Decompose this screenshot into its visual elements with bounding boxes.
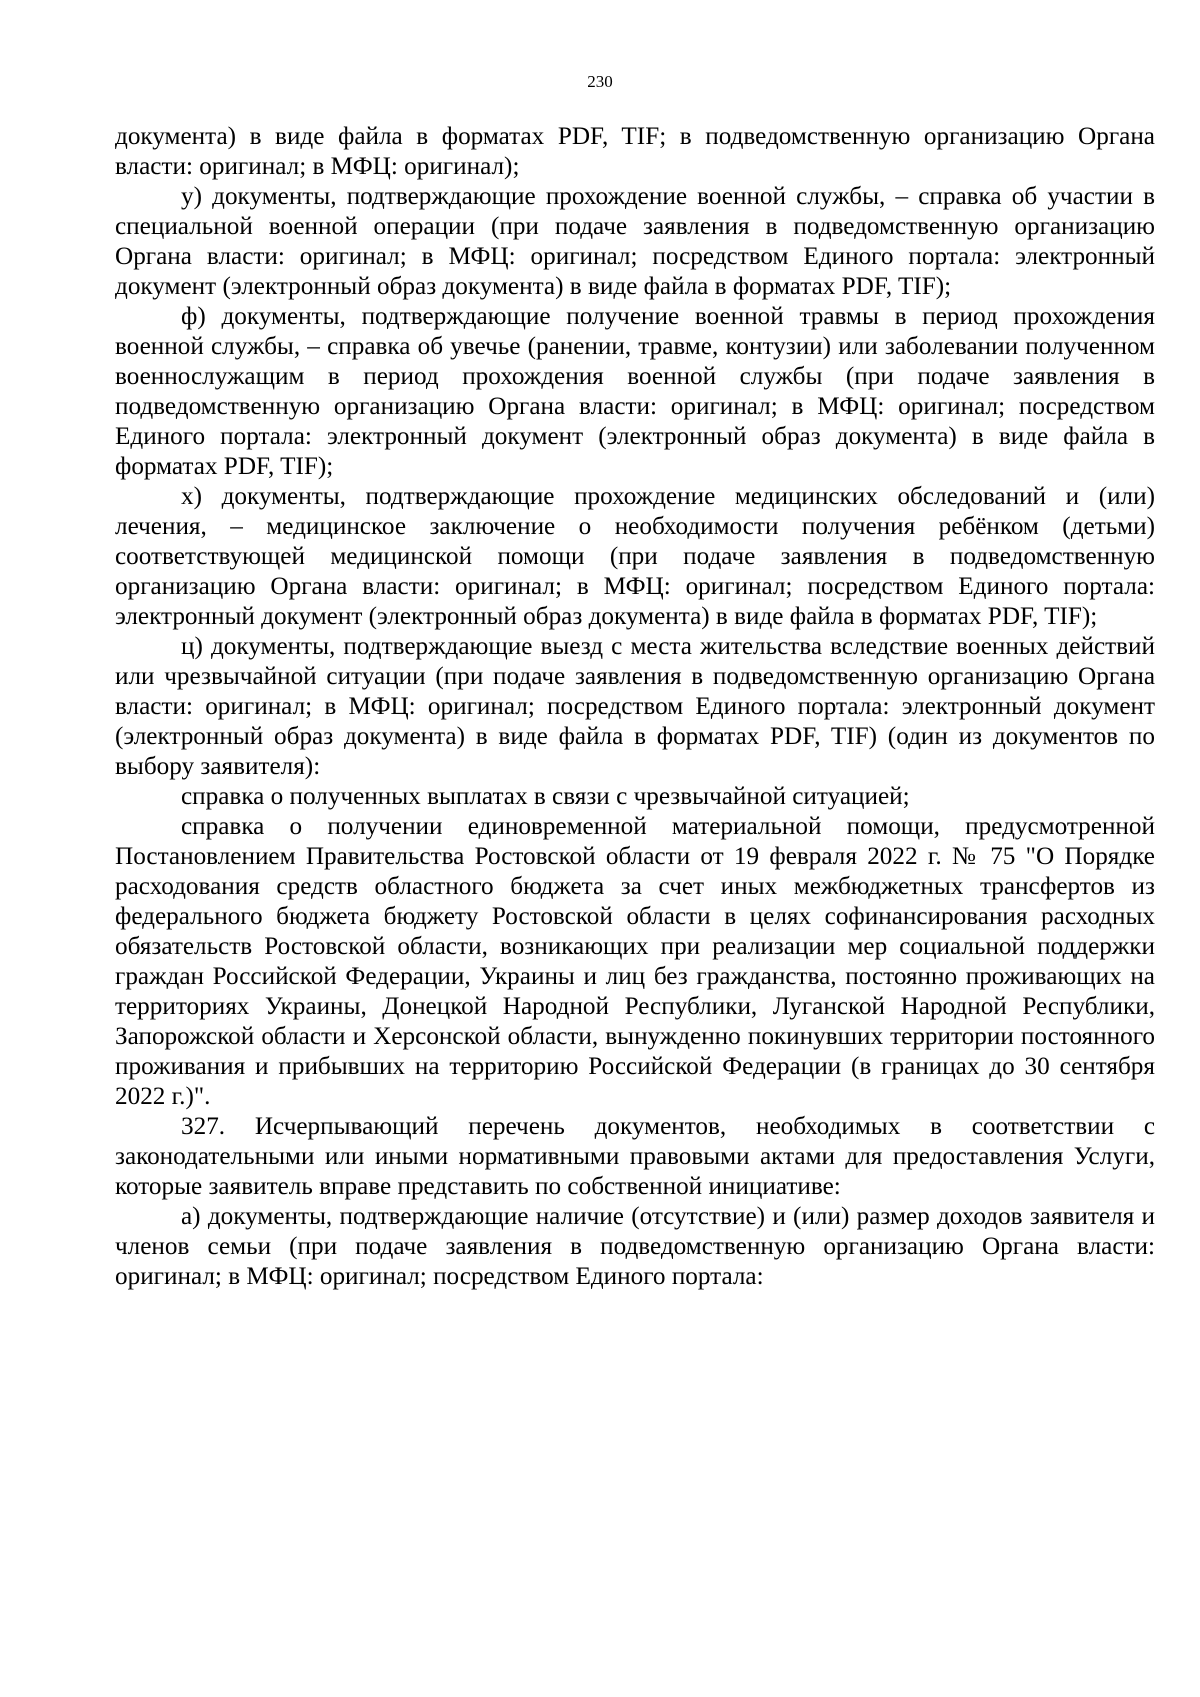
page-number: 230 bbox=[587, 72, 613, 91]
paragraph-item-u: у) документы, подтверждающие прохождение военной службы, – справка об участии в специальной военной операции (при подаче заявления в подведомственную организацию Органа власти: оригинал; в МФЦ: оригинал; посредством Единого портала: электронный документ (электронный образ документа) в виде файла в форматах PDF, TIF); bbox=[115, 183, 1155, 300]
paragraph-continuation: документа) в виде файла в форматах PDF, TIF; в подведомственную организацию Органа власти: оригинал; в МФЦ: оригинал); bbox=[115, 123, 1155, 180]
paragraph-certificate-payments: справка о полученных выплатах в связи с чрезвычайной ситуацией; bbox=[181, 783, 910, 810]
document-body bbox=[115, 122, 1155, 1292]
paragraph-certificate-material-aid: справка о получении единовременной материальной помощи, предусмотренной Постановлением Правительства Ростовской области от 19 февраля 2022 г. № 75 "О Порядке расходования средств областного бюджета за счет иных межбюджетных трансфертов из федерального бюджета бюджету Ростовской области в целях софинансирования расходных обязательств Ростовской области, возникающих при реализации мер социальной поддержки граждан Российской Федерации, Украины и лиц без гражданства, постоянно проживающих на территориях Украины, Донецкой Народной Республики, Луганской Народной Республики, Запорожской области и Херсонской области, вынужденно покинувших территории постоянного проживания и прибывших на территорию Российской Федерации (в границах до 30 сентября 2022 г.)". bbox=[115, 813, 1155, 1110]
paragraph-section-327: 327. Исчерпывающий перечень документов, необходимых в соответствии с законодательными или иными нормативными правовыми актами для предоставления Услуги, которые заявитель вправе представить по собственной инициативе: bbox=[115, 1113, 1155, 1200]
paragraph-item-kh: х) документы, подтверждающие прохождение медицинских обследований и (или) лечения, – медицинское заключение о необходимости получения ребёнком (детьми) соответствующей медицинской помощи (при подаче заявления в подведомственную организацию Органа власти: оригинал; в МФЦ: оригинал; посредством Единого портала: электронный документ (электронный образ документа) в виде файла в форматах PDF, TIF); bbox=[115, 483, 1155, 630]
paragraph-item-ts: ц) документы, подтверждающие выезд с места жительства вследствие военных действий или чрезвычайной ситуации (при подаче заявления в подведомственную организацию Органа власти: оригинал; в МФЦ: оригинал; посредством Единого портала: электронный документ (электронный образ документа) в виде файла в форматах PDF, TIF) (один из документов по выбору заявителя): bbox=[115, 633, 1155, 780]
paragraph-item-a: а) документы, подтверждающие наличие (отсутствие) и (или) размер доходов заявителя и членов семьи (при подаче заявления в подведомственную организацию Органа власти: оригинал; в МФЦ: оригинал; посредством Единого портала: bbox=[115, 1203, 1155, 1290]
paragraph-item-f: ф) документы, подтверждающие получение военной травмы в период прохождения военной службы, – справка об увечье (ранении, травме, контузии) или заболевании полученном военнослужащим в период прохождения военной службы (при подаче заявления в подведомственную организацию Органа власти: оригинал; в МФЦ: оригинал; посредством Единого портала: электронный документ (электронный образ документа) в виде файла в форматах PDF, TIF); bbox=[115, 303, 1155, 480]
